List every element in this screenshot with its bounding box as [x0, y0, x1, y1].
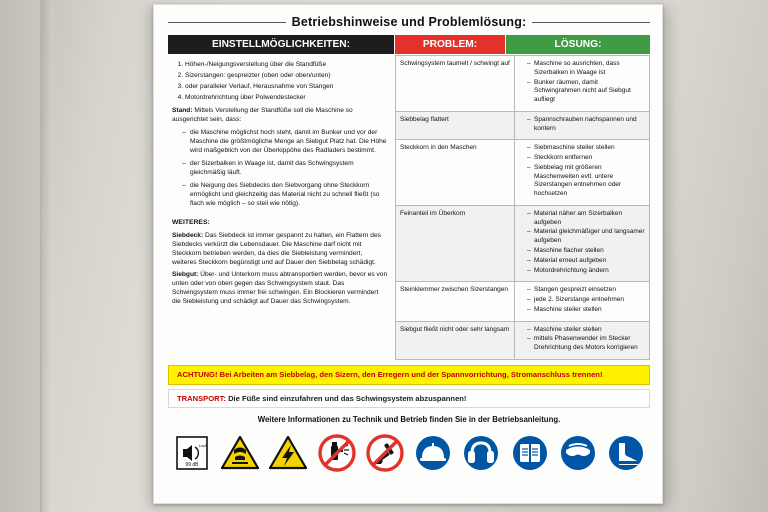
paragraph-siebgut	[172, 270, 388, 306]
stand-block	[172, 106, 388, 208]
solution-cell	[515, 321, 650, 359]
problem-cell: Feinanteil im Überkorn	[396, 205, 515, 281]
stand-label: Stand:	[172, 107, 193, 115]
svg-text:99 dB: 99 dB	[185, 462, 199, 469]
list-item: – jede 2. Sizerstange entnehmen	[527, 296, 645, 305]
prohibition-no-spray-water-icon	[317, 433, 357, 473]
list-item: 2. Sizerstangen: gespreizter (oben oder oben/unten)	[185, 71, 388, 80]
problem-solution-table	[395, 55, 650, 360]
paragraph-lead: Siebdeck:	[172, 231, 204, 239]
list-item: – die Maschine möglichst hoch steht, damit im Bunker und vor der Maschine die größtmögliche Menge an Siebgut Platz hat. Die Höhe wird maßgeblich von der Überkippöhe des Radladers bestimmt.	[182, 128, 388, 155]
page-title: Betriebshinweise und Problemlösung:	[291, 15, 527, 29]
list-item: – Siebbelag mit größeren Maschenweiten evtl. untere Sizerstangen entnehmen oder hochsetzen	[527, 164, 645, 199]
table-row	[396, 111, 650, 140]
problem-cell: Schwingsystem taumelt / schwingt auf	[396, 56, 515, 112]
title-rule-left	[168, 22, 286, 23]
paragraph-lead: Siebgut:	[172, 271, 199, 279]
list-item: – Maschine steiler stellen	[527, 306, 645, 315]
header-settings: EINSTELLMÖGLICHKEITEN:	[168, 35, 394, 54]
table-row	[396, 205, 650, 281]
problem-cell: Siebgut fließt nicht oder sehr langsam	[396, 321, 515, 359]
list-item: – die Neigung des Siebdecks den Siebvorgang ohne Steckkorn ermöglicht und gleichzeitig das Material nicht zu schnell fließt (so flach wie möglich – so steil wie nötig).	[182, 181, 388, 208]
list-item: – Steckkorn entfernen	[527, 154, 645, 163]
list-item: – Material erneut aufgeben	[527, 257, 645, 266]
solution-cell	[515, 282, 650, 321]
list-item: – Maschine steiler stellen	[527, 326, 645, 335]
solution-cell	[515, 140, 650, 206]
list-item: – Spannschrauben nachspannen und kontern	[527, 116, 645, 134]
paragraph-siebdeck	[172, 231, 388, 267]
table-row	[396, 321, 650, 359]
list-item: – Material näher am Sizerbalken aufgeben	[527, 210, 645, 228]
stand-point-list	[172, 128, 388, 209]
footnote: Weitere Informationen zu Technik und Betrieb finden Sie in der Betriebsanleitung.	[257, 415, 561, 425]
list-item: 1. Höhen-/Neigungsverstellung über die Standfüße	[185, 60, 388, 69]
problem-cell: Siebbelag flattert	[396, 111, 515, 140]
noise-level-label	[172, 433, 212, 473]
table-row	[396, 140, 650, 206]
warning-electricity-icon	[268, 433, 308, 473]
column-headers	[168, 35, 650, 54]
settings-step-list	[172, 60, 388, 102]
list-item: 3. oder paralleler Verlauf, Herausnahme von Stangen	[185, 82, 388, 91]
problem-cell: Steinklemmer zwischen Sizerstangen	[396, 282, 515, 321]
list-item: – Maschine flacher stellen	[527, 247, 645, 256]
pictogram-strip	[168, 433, 650, 473]
problem-cell: Steckkorn in den Maschen	[396, 140, 515, 206]
solution-cell	[515, 111, 650, 140]
list-item: – Bunker räumen, damit Schwingrahmen nicht auf Siebgut aufliegt	[527, 79, 645, 105]
list-item: 4. Motordrehrichtung über Polwendestecker	[185, 93, 388, 102]
weiteres-label: WEITERES:	[172, 219, 210, 227]
solution-cell	[515, 205, 650, 281]
svg-text:LwA: LwA	[199, 443, 207, 449]
warning-banner	[168, 365, 650, 385]
list-item: – mittels Phasenwender im Stecker Drehrichtung des Motors korrigieren	[527, 335, 645, 353]
header-problem: PROBLEM:	[395, 35, 505, 54]
table-row	[396, 56, 650, 112]
wall-left-panel	[0, 0, 42, 512]
paragraph-text: Über- und Unterkorn muss abtransportiert werden, bevor es von unten oder von oben gegen das Schwingsystem staut. Das Schwingsystem muss immer frei schwingen. Ein Blockieren vermindert die Siebleistung und schädigt auf Dauer das Schwingsystem.	[172, 271, 388, 306]
warning-text: Bei Arbeiten am Siebbelag, den Sizern, den Erregern und der Spannvorrichtung, Stromanschluss trennen!	[219, 369, 603, 379]
title-rule-right	[532, 22, 650, 23]
solution-cell	[515, 56, 650, 112]
settings-column	[168, 55, 394, 360]
transport-label: TRANSPORT:	[177, 394, 226, 404]
wall-seam	[40, 0, 54, 512]
paragraph-text: Das Siebdeck ist immer gespannt zu halten, ein Flattern des Siebdecks verkürzt die Lebensdauer. Die Maschine darf nicht mit Steckkorn betrieben werden, da dies die Siebleistung vermindert, weiteres Steckkorn begünstigt und auf Dauer den Siebbelag schädigt.	[172, 231, 381, 266]
list-item: – Maschine so ausrichten, dass Sizerbalken in Waage ist	[527, 60, 645, 78]
warning-hand-crush-icon	[220, 433, 260, 473]
warning-label: ACHTUNG!	[177, 369, 218, 379]
transport-text: Die Füße sind einzufahren und das Schwingsystem abzuspannen!	[228, 394, 467, 404]
list-item: – Material gleichmäßiger und langsamer aufgeben	[527, 228, 645, 246]
title-row	[168, 15, 650, 29]
table-row	[396, 282, 650, 321]
list-item: – Motordrehrichtung ändern	[527, 267, 645, 276]
mandatory-eye-protection-icon	[558, 433, 598, 473]
transport-banner	[168, 389, 650, 408]
mandatory-read-manual-icon	[510, 433, 550, 473]
list-item: – Stangen gespreizt einsetzen	[527, 286, 645, 295]
mandatory-head-protection-icon	[413, 433, 453, 473]
prohibition-no-cleaning-while-running-icon	[365, 433, 405, 473]
list-item: – Siebmaschine steiler stellen	[527, 144, 645, 153]
header-solution: LÖSUNG:	[506, 35, 650, 54]
mandatory-safety-boots-icon	[606, 433, 646, 473]
mandatory-ear-protection-icon	[461, 433, 501, 473]
list-item: – der Sizerbalken in Waage ist, damit das Schwingsystem gleichmäßig läuft.	[182, 159, 388, 177]
stand-intro: Mittels Verstellung der Standfüße soll die Maschine so ausgerichtet sein, dass:	[172, 107, 353, 124]
instruction-sign	[153, 4, 663, 504]
